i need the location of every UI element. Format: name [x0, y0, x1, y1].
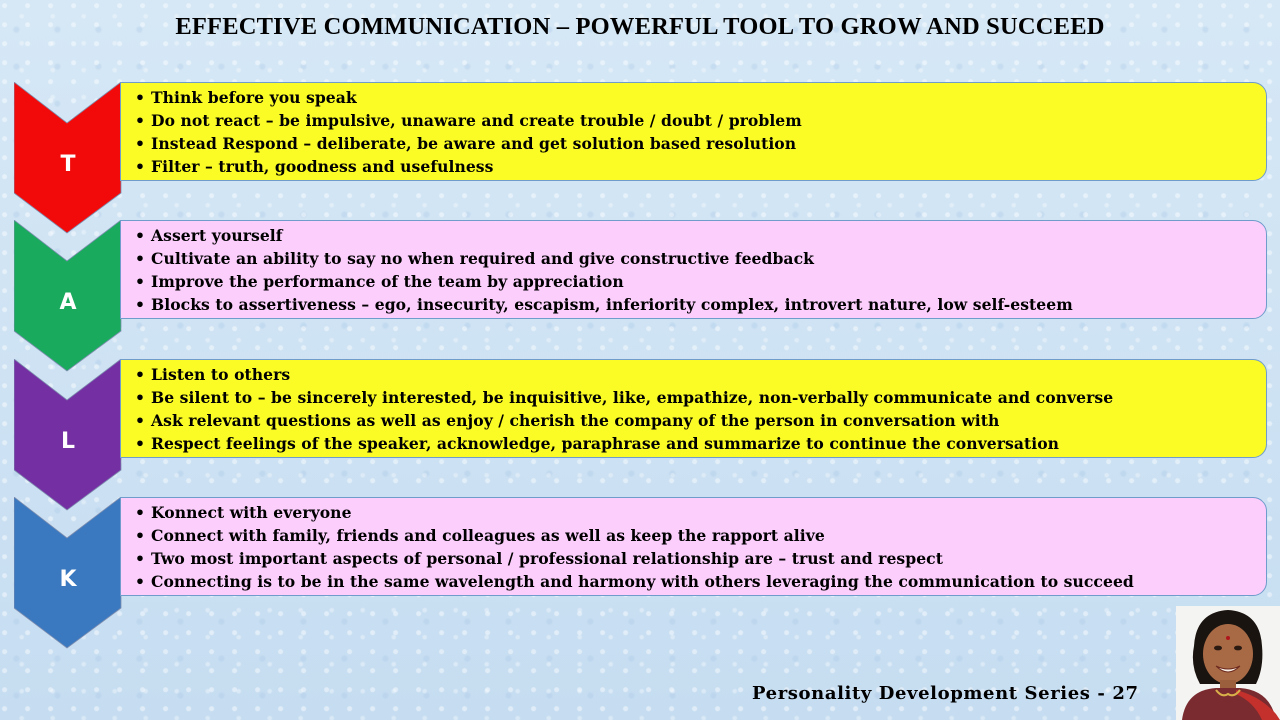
item-text: Improve the performance of the team by appreciation	[151, 272, 624, 291]
bullet-icon: •	[135, 503, 146, 522]
bullet-icon: •	[135, 549, 146, 568]
item-text: Assert yourself	[151, 226, 283, 245]
bullet-icon: •	[135, 434, 146, 453]
list-item	[135, 109, 1266, 132]
chevron-a	[14, 220, 122, 372]
item-text: Be silent to – be sincerely interested, be inquisitive, like, empathize, non-verbally communicate and converse	[151, 388, 1114, 407]
item-text: Connect with family, friends and colleagues as well as keep the rapport alive	[151, 526, 825, 545]
list-item	[135, 432, 1266, 455]
chevron-letter: T	[60, 152, 76, 177]
section-l-box	[120, 359, 1267, 458]
item-text: Konnect with everyone	[151, 503, 352, 522]
list-item	[135, 386, 1266, 409]
item-text: Cultivate an ability to say no when required and give constructive feedback	[151, 249, 814, 268]
bullet-icon: •	[135, 88, 146, 107]
list-item	[135, 86, 1266, 109]
item-text: Respect feelings of the speaker, acknowledge, paraphrase and summarize to continue the conversation	[151, 434, 1060, 453]
bullet-icon: •	[135, 295, 146, 314]
presenter-photo	[1176, 606, 1280, 720]
item-text: Connecting is to be in the same wavelength and harmony with others leveraging the communication to succeed	[151, 572, 1134, 591]
bullet-icon: •	[135, 272, 146, 291]
bullet-icon: •	[135, 388, 146, 407]
bullet-icon: •	[135, 134, 146, 153]
list-item	[135, 363, 1266, 386]
section-t-box	[120, 82, 1267, 181]
bullet-icon: •	[135, 411, 146, 430]
list-item	[135, 247, 1266, 270]
chevron-k	[14, 497, 122, 649]
item-text: Two most important aspects of personal / professional relationship are – trust and respect	[151, 549, 943, 568]
section-k-box	[120, 497, 1267, 596]
item-text: Listen to others	[151, 365, 291, 384]
list-item	[135, 155, 1266, 178]
chevron-letter: L	[60, 429, 76, 454]
list-item	[135, 409, 1266, 432]
list-item	[135, 501, 1266, 524]
list-item	[135, 270, 1266, 293]
section-a-box	[120, 220, 1267, 319]
chevron-letter: A	[59, 290, 77, 315]
slide-title: EFFECTIVE COMMUNICATION – POWERFUL TOOL TO GROW AND SUCCEED	[175, 13, 1105, 40]
series-footer: Personality Development Series - 27	[752, 683, 1139, 704]
item-text: Ask relevant questions as well as enjoy / cherish the company of the person in conversation with	[151, 411, 1000, 430]
item-text: Instead Respond – deliberate, be aware and get solution based resolution	[151, 134, 797, 153]
chevron-t	[14, 82, 122, 234]
list-item	[135, 570, 1266, 593]
item-text: Think before you speak	[151, 88, 357, 107]
bullet-icon: •	[135, 365, 146, 384]
item-text: Filter – truth, goodness and usefulness	[151, 157, 494, 176]
item-text: Do not react – be impulsive, unaware and create trouble / doubt / problem	[151, 111, 802, 130]
list-item	[135, 293, 1266, 316]
chevron-l	[14, 359, 122, 511]
item-text: Blocks to assertiveness – ego, insecurity, escapism, inferiority complex, introvert nature, low self-esteem	[151, 295, 1073, 314]
bullet-icon: •	[135, 111, 146, 130]
list-item	[135, 132, 1266, 155]
list-item	[135, 524, 1266, 547]
list-item	[135, 547, 1266, 570]
bullet-icon: •	[135, 249, 146, 268]
chevron-letter: K	[59, 567, 77, 592]
list-item	[135, 224, 1266, 247]
bullet-icon: •	[135, 526, 146, 545]
bullet-icon: •	[135, 226, 146, 245]
bullet-icon: •	[135, 572, 146, 591]
bullet-icon: •	[135, 157, 146, 176]
